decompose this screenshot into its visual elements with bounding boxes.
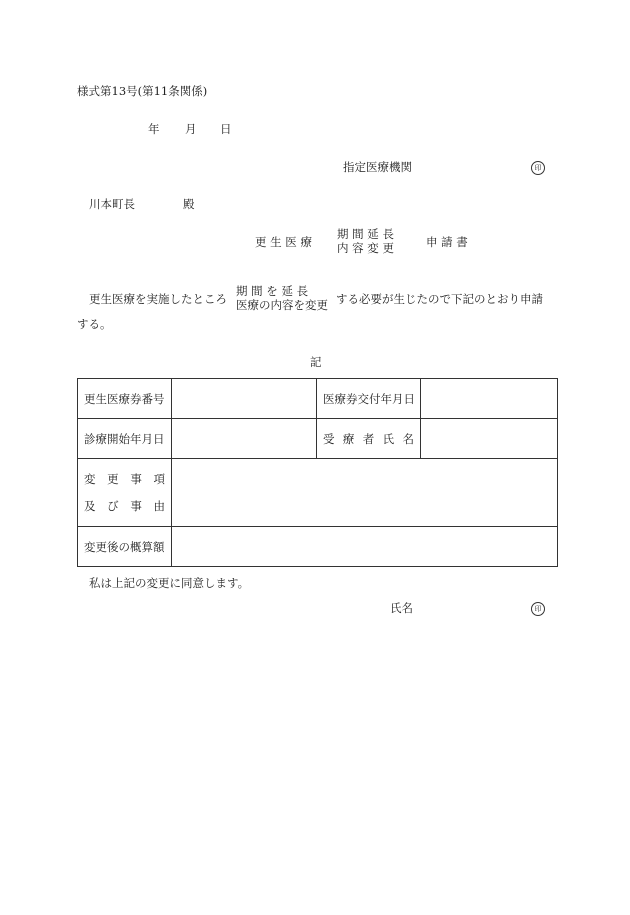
title-options — [337, 228, 394, 256]
body-options — [236, 285, 328, 313]
voucher-number-field[interactable] — [172, 379, 317, 419]
change-details-label: 変 更 事 項 及 び 事 由 — [78, 459, 172, 527]
date-year-label: 年 — [148, 122, 160, 136]
table-row — [78, 379, 558, 419]
voucher-issue-date-label: 医療券交付年月日 — [317, 379, 421, 419]
form-number: 様式第13号(第11条関係) — [77, 84, 208, 98]
change-details-field[interactable] — [172, 459, 558, 527]
consent-text: 私は上記の変更に同意します。 — [89, 576, 250, 590]
title-option: 期 間 延 長 — [337, 227, 394, 241]
estimated-cost-field[interactable] — [172, 527, 558, 567]
voucher-issue-date-field[interactable] — [421, 379, 558, 419]
body-lead: 更生医療を実施したところ — [89, 292, 227, 306]
body-tail-line1: する必要が生じたので下記のとおり申請 — [336, 292, 543, 306]
title-suffix: 申 請 書 — [426, 235, 468, 249]
table-row — [78, 419, 558, 459]
details-table — [77, 378, 558, 567]
ki-heading: 記 — [310, 355, 322, 369]
body-option: 期 間 を 延 長 — [236, 284, 309, 298]
treatment-start-field[interactable] — [172, 419, 317, 459]
date-month-label: 月 — [185, 122, 197, 136]
seal-icon: 印 — [531, 602, 545, 616]
title-option: 内 容 変 更 — [337, 240, 394, 255]
estimated-cost-label: 変更後の概算額 — [78, 527, 172, 567]
institution-label: 指定医療機関 — [343, 160, 412, 174]
patient-name-field[interactable] — [421, 419, 558, 459]
table-row — [78, 459, 558, 527]
treatment-start-label: 診療開始年月日 — [78, 419, 172, 459]
table-row — [78, 527, 558, 567]
body-tail-line2: する。 — [77, 317, 112, 331]
seal-icon: 印 — [531, 161, 545, 175]
addressee-name: 川本町長 — [89, 197, 135, 211]
voucher-number-label: 更生医療券番号 — [78, 379, 172, 419]
addressee-honorific: 殿 — [183, 197, 195, 211]
date-day-label: 日 — [220, 122, 232, 136]
body-option: 医療の内容を変更 — [236, 297, 328, 312]
signature-label: 氏名 — [390, 601, 413, 615]
patient-name-label: 受 療 者 氏 名 — [317, 419, 421, 459]
title-prefix: 更 生 医 療 — [255, 235, 312, 249]
